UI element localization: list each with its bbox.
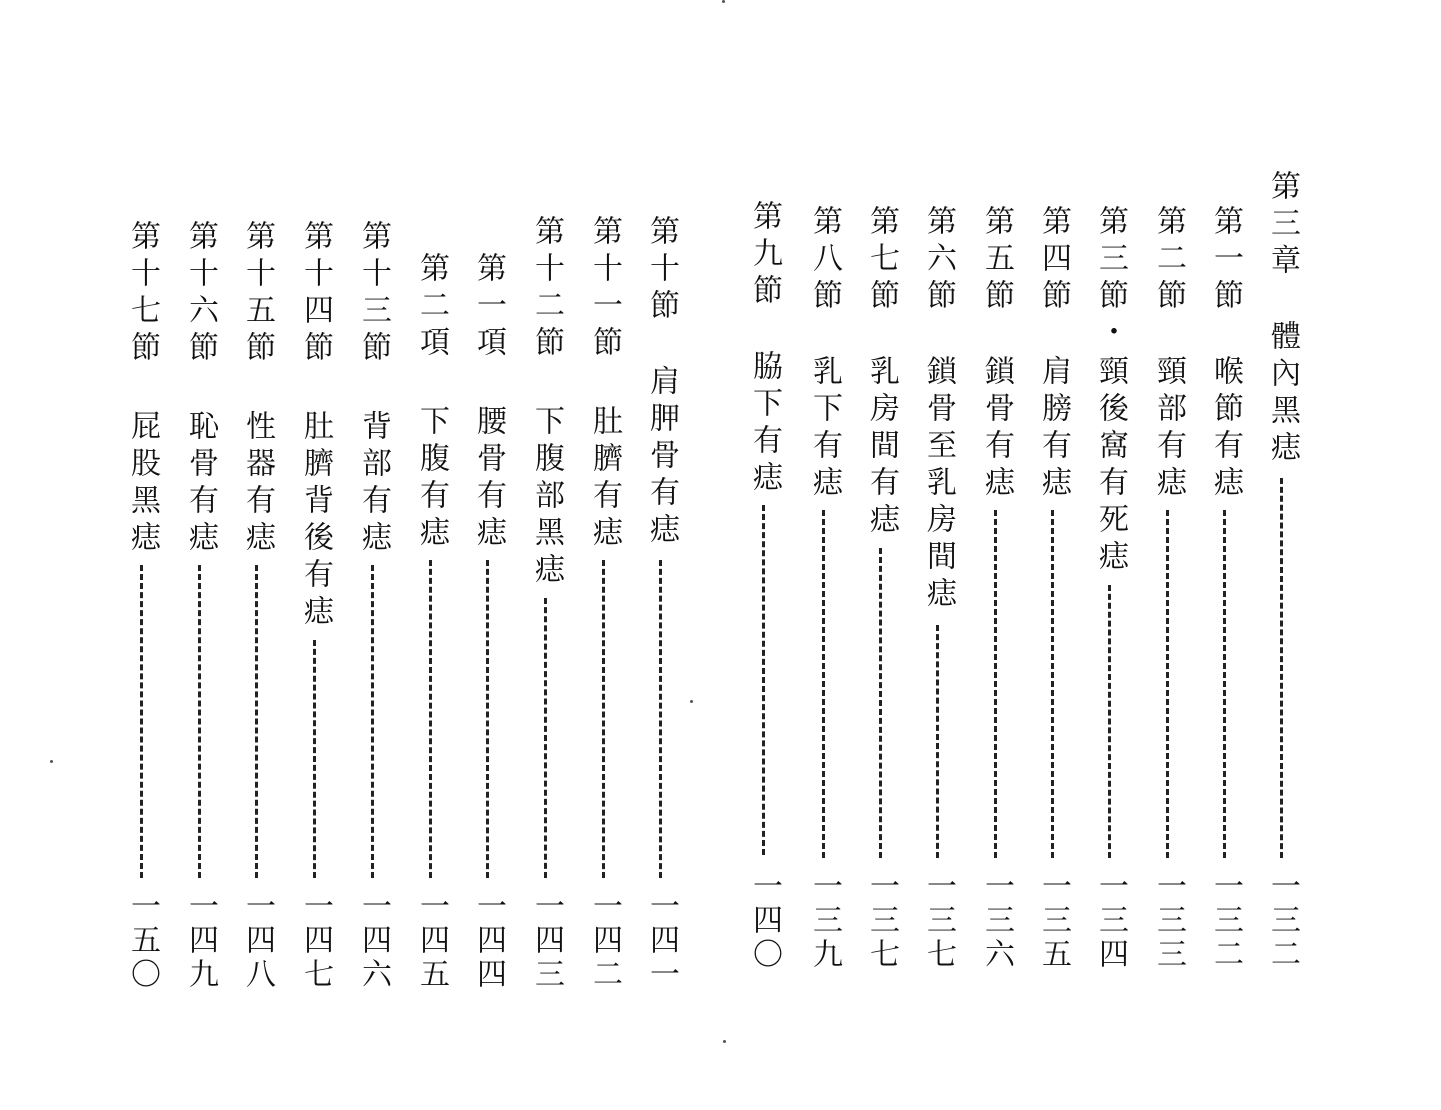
leader-dots	[659, 560, 662, 878]
entry-title: 屁股黑痣	[125, 410, 160, 558]
entry-label: 第十七節	[125, 220, 160, 368]
toc-entry	[584, 0, 624, 1110]
leader-dots	[936, 625, 939, 858]
toc-entry	[411, 0, 451, 1110]
entry-label: 第十四節	[298, 220, 333, 368]
toc-entry	[1205, 0, 1245, 1110]
entry-label: 第十六節	[183, 220, 218, 368]
toc-entry	[1148, 0, 1188, 1110]
page-number: 一三二	[1265, 870, 1300, 972]
entry-label: 第四節	[1036, 205, 1071, 316]
entry-label: 第一節	[1208, 205, 1243, 316]
entry-label: 第二項	[414, 252, 449, 363]
toc-entry	[122, 0, 162, 1110]
entry-title: 肩胛骨有痣	[644, 365, 679, 550]
page-number: 一三二	[1208, 870, 1243, 972]
toc-entry	[353, 0, 393, 1110]
entry-title: 性器有痣	[240, 410, 275, 558]
toc-entry	[526, 0, 566, 1110]
leader-dots	[1223, 510, 1226, 858]
entry-label: 第十三節	[356, 220, 391, 368]
page-number: 一四六	[356, 890, 391, 992]
entry-label: 第三節・	[1093, 205, 1128, 353]
page-number: 一四九	[183, 890, 218, 992]
page-number: 一四四	[471, 890, 506, 992]
toc-entry	[918, 0, 958, 1110]
toc-entry	[804, 0, 844, 1110]
entry-title: 背部有痣	[356, 410, 391, 558]
leader-dots	[1051, 510, 1054, 858]
entry-label: 第二節	[1151, 205, 1186, 316]
page-number: 一三七	[864, 870, 899, 972]
page-number: 一三五	[1036, 870, 1071, 972]
entry-title: 喉節有痣	[1208, 355, 1243, 503]
page-number: 一四一	[644, 890, 679, 992]
toc-entry	[295, 0, 335, 1110]
leader-dots	[371, 565, 374, 878]
entry-label: 第六節	[921, 205, 956, 316]
page-number: 一三四	[1093, 870, 1128, 972]
leader-dots	[879, 548, 882, 858]
entry-label: 第一項	[471, 252, 506, 363]
entry-label: 第十五節	[240, 220, 275, 368]
entry-title: 乳下有痣	[807, 355, 842, 503]
leader-dots	[1166, 510, 1169, 858]
page-number: 一四八	[240, 890, 275, 992]
toc-entry	[180, 0, 220, 1110]
scan-speck	[722, 0, 725, 3]
scan-speck	[690, 700, 693, 703]
entry-label: 第十二節	[529, 215, 564, 363]
leader-dots	[429, 560, 432, 878]
page-number: 一三七	[921, 870, 956, 972]
leader-dots	[198, 565, 201, 878]
toc-entry	[1090, 0, 1130, 1110]
page-number: 一五〇	[125, 890, 160, 992]
leader-dots	[994, 510, 997, 858]
leader-dots	[1280, 478, 1283, 858]
entry-title: 下腹部黑痣	[529, 405, 564, 590]
toc-entry	[237, 0, 277, 1110]
chapter-number: 第三章	[1265, 170, 1300, 281]
page-number: 一四三	[529, 890, 564, 992]
leader-dots	[486, 560, 489, 878]
entry-label: 第十一節	[587, 215, 622, 363]
entry-label: 第七節	[864, 205, 899, 316]
entry-label: 第十節	[644, 215, 679, 326]
entry-title: 恥骨有痣	[183, 410, 218, 558]
toc-entry	[744, 0, 784, 1110]
entry-title: 乳房間有痣	[864, 355, 899, 540]
toc-entry	[468, 0, 508, 1110]
toc-entry	[641, 0, 681, 1110]
toc-entry	[861, 0, 901, 1110]
entry-title: 頸部有痣	[1151, 355, 1186, 503]
entry-label: 第九節	[747, 200, 782, 311]
page-number: 一四〇	[747, 870, 782, 972]
page-number: 一三九	[807, 870, 842, 972]
leader-dots	[822, 510, 825, 858]
chapter-heading	[1262, 0, 1302, 1110]
entry-label: 第八節	[807, 205, 842, 316]
leader-dots	[762, 505, 765, 855]
leader-dots	[140, 565, 143, 878]
entry-title: 肩膀有痣	[1036, 355, 1071, 503]
entry-title: 腰骨有痣	[471, 405, 506, 553]
page-number: 一四五	[414, 890, 449, 992]
entry-label: 第五節	[979, 205, 1014, 316]
entry-title: 頸後窩有死痣	[1093, 355, 1128, 577]
entry-title: 肚臍有痣	[587, 405, 622, 553]
toc-entry	[1033, 0, 1073, 1110]
chapter-title: 體內黑痣	[1265, 320, 1300, 468]
leader-dots	[1108, 585, 1111, 858]
page-number: 一四七	[298, 890, 333, 992]
leader-dots	[602, 560, 605, 878]
page-number: 一三三	[1151, 870, 1186, 972]
scan-speck	[723, 1040, 726, 1043]
entry-title: 肚臍背後有痣	[298, 410, 333, 632]
entry-title: 鎖骨有痣	[979, 355, 1014, 503]
leader-dots	[255, 565, 258, 878]
leader-dots	[313, 640, 316, 878]
entry-title: 下腹有痣	[414, 405, 449, 553]
scan-speck	[50, 760, 53, 763]
entry-title: 鎖骨至乳房間痣	[921, 355, 956, 614]
leader-dots	[544, 598, 547, 878]
page-number: 一三六	[979, 870, 1014, 972]
toc-entry	[976, 0, 1016, 1110]
page-number: 一四二	[587, 890, 622, 992]
entry-title: 脇下有痣	[747, 350, 782, 498]
